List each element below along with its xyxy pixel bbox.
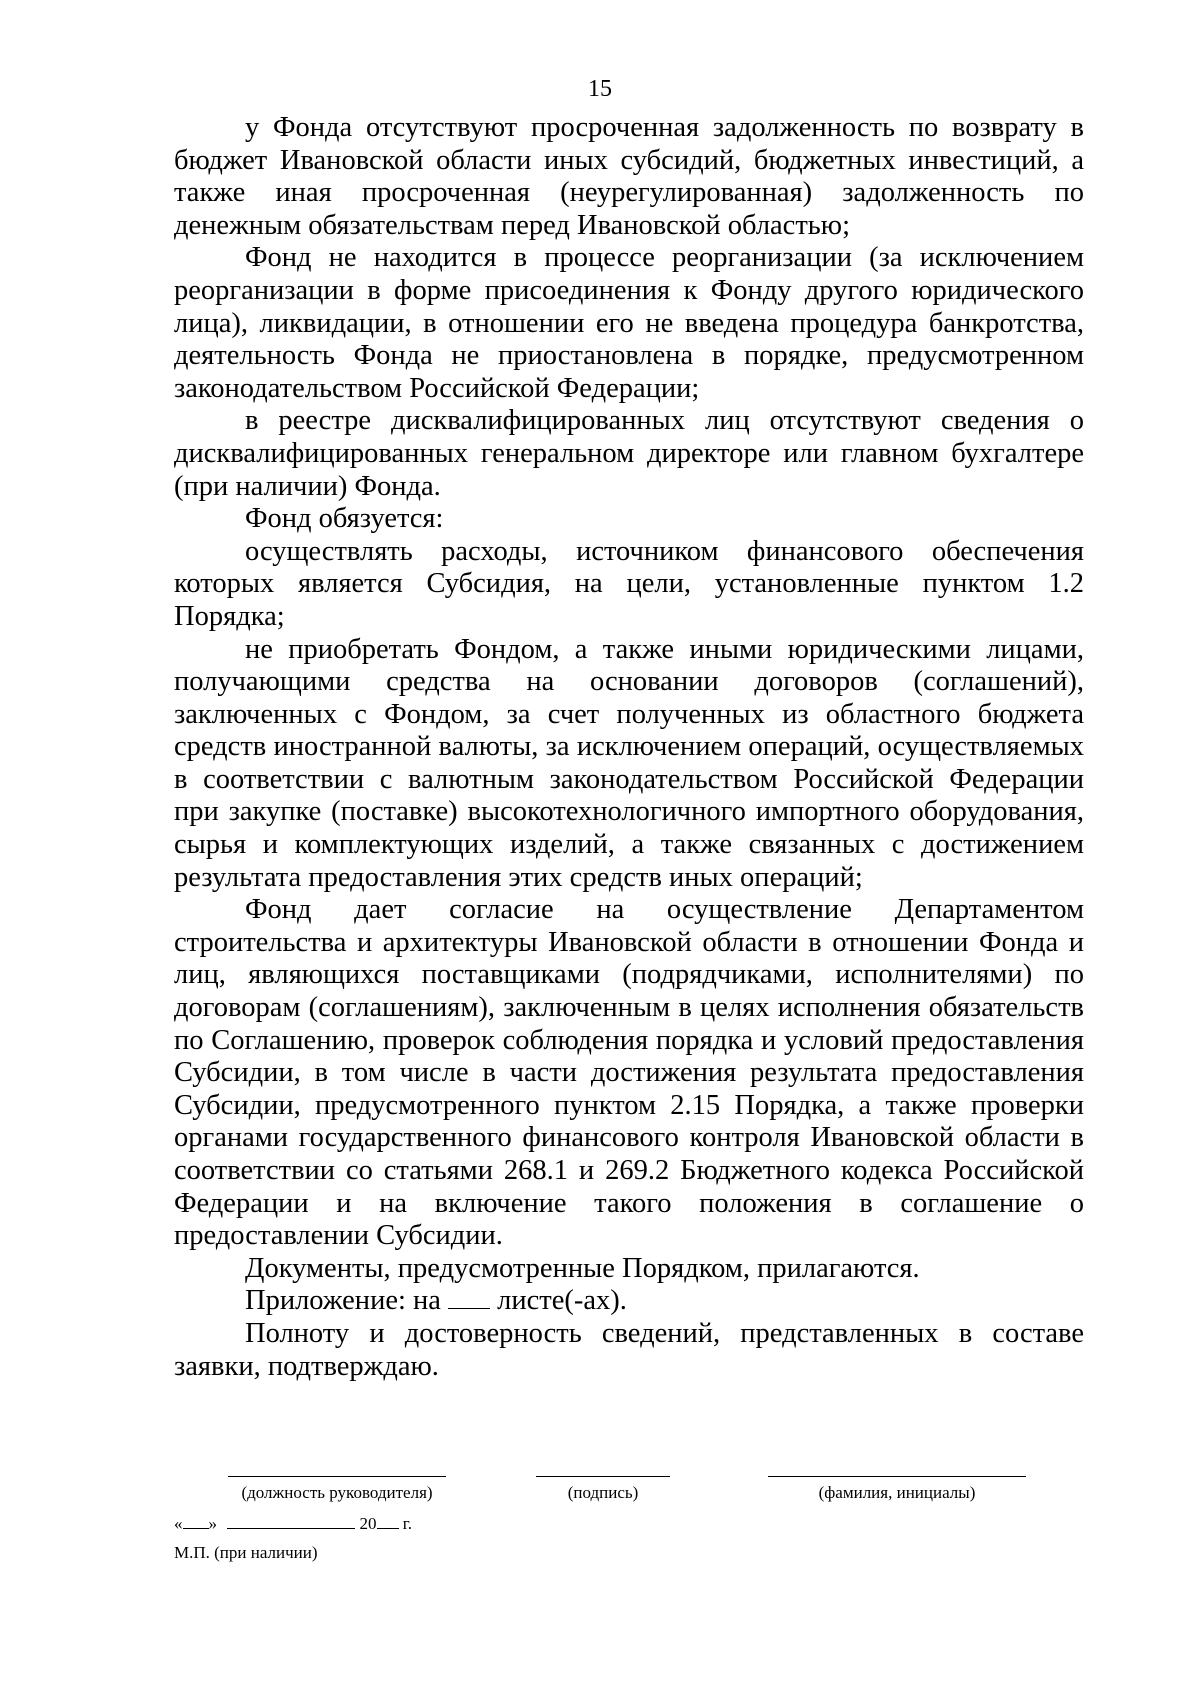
date-year-prefix: 20 [359,1514,377,1533]
signature-line[interactable] [536,1476,670,1477]
paragraph-fund-commits: Фонд обязуется: [245,503,444,535]
signature-caption: (подпись) [567,1483,639,1502]
position-signature-line[interactable] [228,1476,446,1477]
attachment-pages-blank[interactable] [448,1286,490,1309]
stamp-note: М.П. (при наличии) [174,1543,318,1562]
date-open-quote: « [174,1514,183,1533]
name-signature-line[interactable] [768,1476,1026,1477]
paragraph-no-currency: не приобретать Фондом, а также иными юридическими лицами, получающими средства на основании договоров (соглашений), заключенных с Фондом, за счет полученных из областного бюджета средств иностранной валюты, за исключением операций, осуществляемых в соответствии с валютным законодательством Российской Федерации при закупке (поставке) высокотехнологичного импортного оборудования, сырья и комплектующих изделий, а также связанных с достижением результата предоставления этих средств иных операций; [174,633,1084,893]
paragraph-confirmation: Полноту и достоверность сведений, представленных в составе заявки, подтверждаю. [174,1317,1084,1382]
date-year-blank[interactable] [377,1512,399,1529]
attachment-prefix: Приложение: на [245,1285,441,1317]
paragraph-no-disqualified: в реестре дисквалифицированных лиц отсутствуют сведения о дисквалифицированных генеральном директоре или главном бухгалтере (при наличии) Фонда. [174,405,1084,502]
date-month-blank[interactable] [227,1512,355,1529]
date-line [174,1512,412,1535]
paragraph-consent: Фонд дает согласие на осуществление Департаментом строительства и архитектуры Ивановской области в отношении Фонда и лиц, являющихся поставщиками (подрядчиками, исполнителями) по договорам (соглашениям), заключенным в целях исполнения обязательств по Соглашению, проверок соблюдения порядка и условий предоставления Субсидии, в том числе в части достижения результата предоставления Субсидии, предусмотренного пунктом 2.15 Порядка, а также проверки органами государственного финансового контроля Ивановской области в соответствии со статьями 268.1 и 269.2 Бюджетного кодекса Российской Федерации и на включение такого положения в соглашение о предоставлении Субсидии. [174,894,1084,1252]
position-caption: (должность руководителя) [241,1483,433,1502]
document-body [174,112,1084,1383]
date-year-suffix: г. [402,1514,413,1533]
date-day-blank[interactable] [183,1512,209,1529]
name-caption: (фамилия, инициалы) [818,1483,976,1502]
paragraph-expenses: осуществлять расходы, источником финансового обеспечения которых является Субсидия, на цели, установленные пунктом 1.2 Порядка; [174,535,1084,632]
page-number: 15 [588,76,612,102]
date-close-quote: » [208,1514,217,1533]
attachment-suffix: листе(-ах). [497,1285,627,1317]
paragraph-no-reorganization: Фонд не находится в процессе реорганизации (за исключением реорганизации в форме присоединения к Фонду другого юридического лица), ликвидации, в отношении его не введена процедура банкротства, деятельность Фонда не приостановлена в порядке, предусмотренном законодательством Российской Федерации; [174,242,1084,404]
paragraph-attachment [174,1285,1084,1318]
paragraph-no-debt: у Фонда отсутствуют просроченная задолженность по возврату в бюджет Ивановской области иных субсидий, бюджетных инвестиций, а также иная просроченная (неурегулированная) задолженность по денежным обязательствам перед Ивановской областью; [174,112,1084,241]
paragraph-documents: Документы, предусмотренные Порядком, прилагаются. [245,1252,920,1284]
